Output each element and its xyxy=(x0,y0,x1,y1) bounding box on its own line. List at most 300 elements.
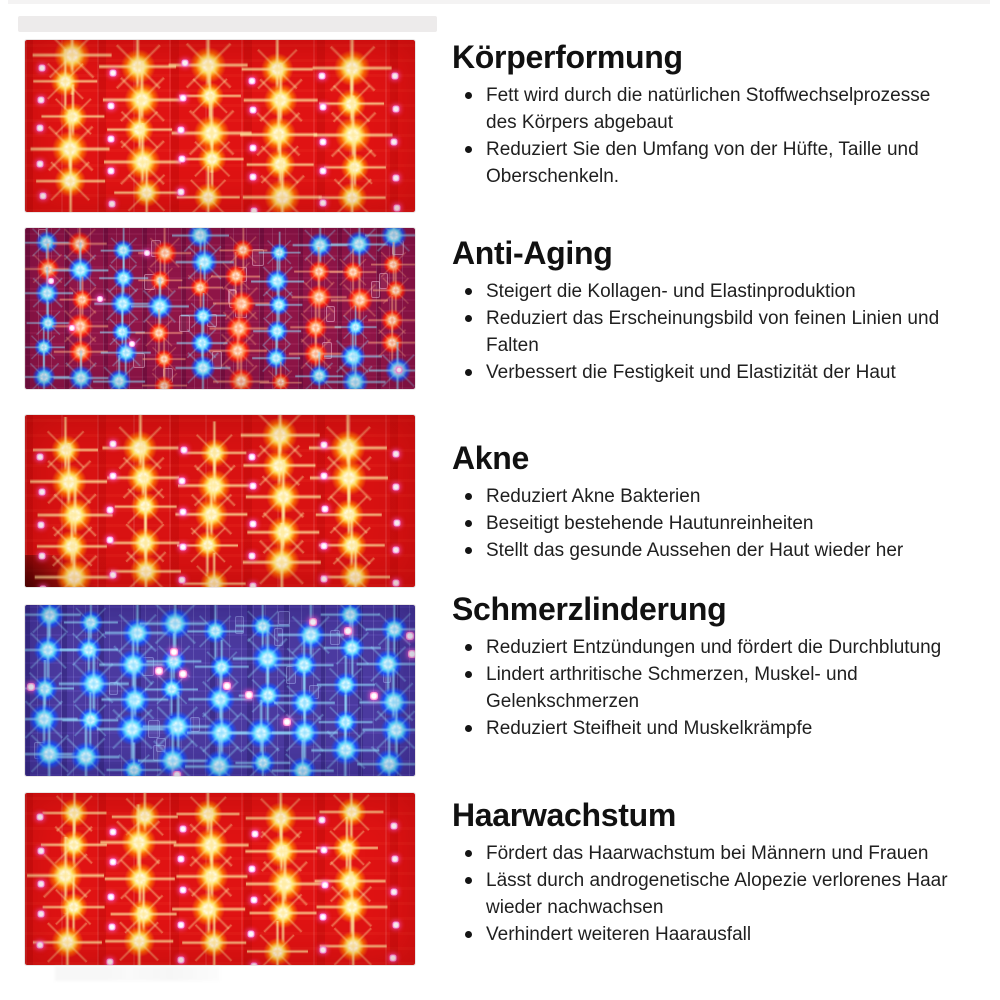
led-star-glow xyxy=(334,889,369,924)
benefit-item: Lindert arthritische Schmerzen, Muskel- und Gelenkschmerzen xyxy=(486,661,962,715)
led-star-glow xyxy=(123,80,161,118)
benefit-item: Verhindert weiteren Haarausfall xyxy=(486,921,962,948)
led-dot xyxy=(109,201,116,208)
led-star-glow xyxy=(336,797,367,828)
pcb-component xyxy=(371,281,380,298)
led-dot xyxy=(390,139,397,146)
led-star-glow xyxy=(377,686,410,719)
led-dot xyxy=(37,97,44,104)
led-dot xyxy=(248,931,255,938)
led-star-glow xyxy=(53,164,87,198)
led-star-glow xyxy=(33,738,66,771)
led-star-glow xyxy=(75,635,103,663)
pcb-component xyxy=(153,745,165,761)
led-star-glow xyxy=(231,238,254,261)
led-star-glow xyxy=(109,290,136,317)
pcb-component xyxy=(190,717,200,732)
benefit-list xyxy=(452,634,962,742)
pcb-component xyxy=(252,249,263,266)
led-star-glow xyxy=(106,368,132,389)
led-dot xyxy=(392,175,399,182)
led-dot xyxy=(408,650,415,658)
led-dot xyxy=(320,946,327,953)
benefit-item: Steigert die Kollagen- und Elastinproduktion xyxy=(486,278,962,305)
led-dot xyxy=(37,125,44,132)
led-dot xyxy=(179,508,186,515)
benefit-item: Reduziert Akne Bakterien xyxy=(486,483,962,510)
led-dot xyxy=(97,296,103,302)
led-dot xyxy=(180,826,187,833)
led-dot xyxy=(393,922,400,929)
led-dot xyxy=(249,454,256,461)
led-star-glow xyxy=(111,321,133,343)
pcb-component xyxy=(237,267,247,283)
led-dot xyxy=(321,575,328,582)
led-dot xyxy=(27,683,35,691)
led-star-glow xyxy=(156,743,190,776)
led-star-glow xyxy=(262,82,299,119)
led-star-glow xyxy=(50,463,88,501)
section-text xyxy=(452,439,984,564)
led-dot xyxy=(319,914,326,921)
led-dot xyxy=(38,911,45,918)
led-star-glow xyxy=(205,716,239,750)
led-star-glow xyxy=(380,331,404,355)
led-star-glow xyxy=(264,148,297,181)
led-star-glow xyxy=(191,891,227,927)
led-dot xyxy=(370,692,378,700)
led-dot xyxy=(249,106,256,113)
led-star-glow xyxy=(189,46,228,85)
led-star-glow xyxy=(306,284,333,311)
led-dot xyxy=(178,127,185,134)
led-star-glow xyxy=(345,230,373,258)
led-star-glow xyxy=(76,666,110,700)
led-dot xyxy=(108,136,115,143)
led-star-glow xyxy=(332,709,359,736)
led-panel-photo xyxy=(25,793,415,965)
led-star-glow xyxy=(129,800,161,832)
led-star-glow xyxy=(189,277,211,299)
pcb-component xyxy=(274,628,283,647)
pcb-component xyxy=(383,670,391,683)
led-star-glow xyxy=(202,617,229,644)
section-title: Haarwachstum xyxy=(452,797,677,833)
benefit-list xyxy=(452,840,962,948)
led-star-glow xyxy=(265,319,289,343)
led-dot xyxy=(39,586,46,587)
led-star-glow xyxy=(338,560,372,587)
led-star-glow xyxy=(121,617,153,649)
pcb-component xyxy=(148,720,160,738)
led-dot xyxy=(283,718,291,726)
led-dot xyxy=(170,648,178,656)
led-star-glow xyxy=(112,239,135,262)
led-star-glow xyxy=(152,240,178,266)
section-title: Akne xyxy=(452,440,530,476)
photo-edge-strip xyxy=(8,0,990,4)
led-star-glow xyxy=(380,308,404,332)
led-dot xyxy=(319,104,326,111)
led-dot xyxy=(249,144,256,151)
led-star-glow xyxy=(329,733,362,766)
led-dot xyxy=(108,168,115,175)
benefit-item: Stellt das gesunde Aussehen der Haut wieder her xyxy=(486,537,962,564)
led-dot xyxy=(245,691,253,699)
led-star-glow xyxy=(385,279,407,301)
led-star-glow xyxy=(68,339,94,365)
pcb-component xyxy=(151,240,161,256)
led-star-glow xyxy=(56,496,93,533)
pcb-component xyxy=(228,289,236,304)
led-star-glow xyxy=(67,257,94,284)
pcb-component xyxy=(163,368,173,383)
section-text xyxy=(452,234,984,386)
led-star-glow xyxy=(123,862,157,896)
led-dot xyxy=(248,553,255,560)
led-dot xyxy=(178,956,185,963)
led-star-glow xyxy=(338,634,366,662)
led-star-glow xyxy=(288,756,319,776)
led-star-glow xyxy=(66,312,94,340)
led-star-glow xyxy=(195,81,225,111)
led-dot xyxy=(110,828,117,835)
led-star-glow xyxy=(250,749,277,776)
benefit-list xyxy=(452,278,962,386)
led-star-glow xyxy=(289,688,319,718)
led-dot xyxy=(173,771,181,776)
led-star-glow xyxy=(27,703,60,736)
led-star-glow xyxy=(57,101,88,132)
led-dot xyxy=(250,963,257,965)
led-dot xyxy=(321,473,328,480)
led-star-glow xyxy=(380,228,408,249)
led-star-glow xyxy=(77,706,104,733)
benefit-item: Reduziert Sie den Umfang von der Hüfte, Taille und Oberschenkeln. xyxy=(486,136,962,190)
led-dot xyxy=(250,483,257,490)
led-star-glow xyxy=(266,514,301,549)
led-star-glow xyxy=(294,619,326,651)
led-star-glow xyxy=(158,606,193,641)
pcb-component xyxy=(235,299,246,318)
led-star-glow xyxy=(205,683,236,714)
led-dot xyxy=(319,168,326,175)
led-dot xyxy=(38,881,45,888)
led-dot xyxy=(393,204,400,211)
led-dot xyxy=(390,954,397,961)
led-star-glow xyxy=(373,649,404,680)
led-star-glow xyxy=(118,683,151,716)
led-dot xyxy=(107,103,114,110)
led-dot xyxy=(177,855,184,862)
led-star-glow xyxy=(307,260,331,284)
section-text xyxy=(452,590,984,742)
led-star-glow xyxy=(146,292,174,320)
benefit-item: Reduziert Steifheit und Muskelkrämpfe xyxy=(486,715,962,742)
led-star-glow xyxy=(224,264,248,288)
led-star-glow xyxy=(55,529,89,563)
led-star-glow xyxy=(334,116,373,155)
led-star-glow xyxy=(307,232,334,259)
led-dot xyxy=(110,858,117,865)
led-star-glow xyxy=(115,712,150,747)
led-star-glow xyxy=(270,372,291,389)
led-dot xyxy=(178,189,185,196)
led-dot xyxy=(250,207,257,212)
led-dot xyxy=(248,78,255,85)
led-dot xyxy=(155,667,163,675)
led-dot xyxy=(179,478,186,485)
led-star-glow xyxy=(35,280,61,306)
led-dot xyxy=(396,367,402,373)
benefit-item: Reduziert Entzündungen und fördert die Durchblutung xyxy=(486,634,962,661)
led-star-glow xyxy=(330,459,368,497)
led-star-glow xyxy=(194,497,229,532)
led-star-glow xyxy=(260,52,295,87)
led-dot xyxy=(321,882,328,889)
led-star-glow xyxy=(260,116,298,154)
led-star-glow xyxy=(333,864,368,899)
led-dot xyxy=(249,866,256,873)
led-star-glow xyxy=(51,129,90,168)
led-star-glow xyxy=(250,613,277,640)
section-text xyxy=(452,796,984,948)
led-dot xyxy=(39,64,46,71)
led-dot xyxy=(320,542,327,549)
led-dot xyxy=(250,174,257,181)
led-star-glow xyxy=(245,717,278,750)
led-dot xyxy=(321,847,328,854)
led-star-glow xyxy=(193,827,230,864)
pcb-component xyxy=(179,315,190,332)
led-star-glow xyxy=(59,798,90,829)
section-text xyxy=(452,38,984,190)
led-panel-photo xyxy=(25,415,415,587)
led-star-glow xyxy=(33,337,53,357)
led-star-glow xyxy=(346,286,374,314)
led-star-glow xyxy=(192,113,231,152)
led-star-glow xyxy=(38,313,59,334)
led-star-glow xyxy=(269,242,290,263)
led-star-glow xyxy=(31,675,59,703)
benefit-item: Fett wird durch die natürlichen Stoffwechselprozesse des Körpers abgebaut xyxy=(486,82,962,136)
led-star-glow xyxy=(199,568,230,587)
led-dot xyxy=(181,60,188,67)
led-dot xyxy=(320,199,327,206)
led-star-glow xyxy=(228,290,256,318)
led-dot xyxy=(129,341,135,347)
led-star-glow xyxy=(193,530,223,560)
faint-watermark xyxy=(55,966,220,981)
led-dot xyxy=(344,627,352,635)
benefit-item: Reduziert das Erscheinungsbild von feinen Linien und Falten xyxy=(486,305,962,359)
led-dot xyxy=(393,580,400,587)
benefit-item: Beseitigt bestehende Hautunreinheiten xyxy=(486,510,962,537)
led-dot xyxy=(406,632,414,640)
led-star-glow xyxy=(199,437,230,468)
led-dot xyxy=(249,520,256,527)
led-star-glow xyxy=(50,434,82,466)
benefit-list xyxy=(452,483,962,564)
benefit-list xyxy=(452,82,962,190)
led-dot xyxy=(322,506,329,513)
pcb-component xyxy=(278,611,290,624)
led-star-glow xyxy=(50,66,81,97)
led-dot xyxy=(108,894,115,901)
led-dot xyxy=(109,473,116,480)
led-dot xyxy=(179,544,186,551)
pcb-component xyxy=(207,314,217,328)
pcb-component xyxy=(109,682,118,695)
led-dot xyxy=(48,278,54,284)
benefit-item: Lässt durch androgenetische Alopezie verlorenes Haar wieder nachwachsen xyxy=(486,867,962,921)
led-star-glow xyxy=(119,48,157,86)
led-star-glow xyxy=(129,526,162,559)
led-star-glow xyxy=(68,364,95,389)
led-star-glow xyxy=(261,416,300,455)
led-star-glow xyxy=(160,709,195,744)
pcb-component xyxy=(133,353,145,368)
led-star-glow xyxy=(264,834,299,869)
led-star-glow xyxy=(130,491,161,522)
pcb-component xyxy=(229,290,237,308)
pcb-component xyxy=(322,342,333,359)
led-dot xyxy=(179,886,186,893)
led-dot xyxy=(178,921,185,928)
led-dot xyxy=(318,817,325,824)
led-star-glow xyxy=(336,88,368,120)
led-dot xyxy=(179,670,187,678)
led-dot xyxy=(223,682,231,690)
led-star-glow xyxy=(262,937,292,965)
led-star-glow xyxy=(55,558,94,587)
pcb-component xyxy=(142,657,154,676)
led-star-glow xyxy=(289,651,318,680)
led-star-glow xyxy=(33,635,64,666)
led-star-glow xyxy=(34,230,58,254)
led-dot xyxy=(318,73,325,80)
led-star-glow xyxy=(197,143,228,174)
led-star-glow xyxy=(78,609,104,635)
led-star-glow xyxy=(383,254,405,276)
photo-top-band xyxy=(18,16,437,32)
led-star-glow xyxy=(250,641,285,676)
led-dot xyxy=(179,577,186,584)
led-star-glow xyxy=(329,429,367,467)
pcb-component xyxy=(330,630,340,645)
led-star-glow xyxy=(333,498,365,530)
led-dot xyxy=(393,483,400,490)
led-star-glow xyxy=(223,337,251,365)
pcb-component xyxy=(34,742,46,759)
pcb-component xyxy=(392,240,404,255)
pcb-component xyxy=(379,273,388,289)
led-star-glow xyxy=(70,741,103,774)
led-dot xyxy=(40,192,47,199)
led-dot xyxy=(180,447,187,454)
led-star-glow xyxy=(384,356,412,384)
led-star-glow xyxy=(303,315,328,340)
led-star-glow xyxy=(254,681,283,710)
led-star-glow xyxy=(35,256,60,281)
led-dot xyxy=(391,823,398,830)
pcb-component xyxy=(144,274,155,290)
led-star-glow xyxy=(336,529,368,561)
led-star-glow xyxy=(58,829,90,861)
led-star-glow xyxy=(126,460,162,496)
led-star-glow xyxy=(202,750,236,776)
benefit-item: Verbessert die Festigkeit und Elastizität der Haut xyxy=(486,359,962,386)
led-dot xyxy=(37,522,44,529)
led-star-glow xyxy=(186,228,214,249)
led-dot xyxy=(39,489,46,496)
led-star-glow xyxy=(341,368,370,389)
led-star-glow xyxy=(263,801,298,836)
led-star-glow xyxy=(124,143,162,181)
led-star-glow xyxy=(333,49,372,88)
led-dot xyxy=(38,848,45,855)
led-star-glow xyxy=(263,543,301,581)
led-dot xyxy=(250,582,257,587)
led-star-glow xyxy=(154,349,175,370)
led-star-glow xyxy=(127,897,160,930)
led-dot xyxy=(309,618,317,626)
led-star-glow xyxy=(71,288,94,311)
led-star-glow xyxy=(121,756,148,776)
led-star-glow xyxy=(35,605,66,630)
led-star-glow xyxy=(331,671,359,699)
led-star-glow xyxy=(336,605,365,629)
pcb-component xyxy=(38,229,46,243)
led-star-glow xyxy=(265,346,289,370)
led-star-glow xyxy=(208,654,235,681)
led-dot xyxy=(390,889,397,896)
led-dot xyxy=(36,813,43,820)
led-star-glow xyxy=(198,927,230,959)
led-star-glow xyxy=(225,314,254,343)
led-star-glow xyxy=(380,713,413,746)
led-dot xyxy=(392,856,399,863)
led-dot xyxy=(392,450,399,457)
led-star-glow xyxy=(129,554,163,587)
led-panel-photo xyxy=(25,228,415,389)
led-star-glow xyxy=(150,270,171,291)
led-star-glow xyxy=(50,925,84,959)
led-star-glow xyxy=(266,897,299,930)
led-star-glow xyxy=(193,182,224,212)
led-dot xyxy=(37,160,44,167)
led-star-glow xyxy=(189,355,216,382)
led-star-glow xyxy=(227,368,255,389)
led-star-glow xyxy=(288,716,321,749)
led-star-glow xyxy=(32,365,57,389)
led-star-glow xyxy=(336,181,369,212)
section-title: Anti-Aging xyxy=(452,235,613,271)
led-star-glow xyxy=(303,340,329,366)
led-dot xyxy=(251,831,258,838)
led-star-glow xyxy=(332,833,362,863)
section-title: Schmerzlinderung xyxy=(452,591,727,627)
led-dot xyxy=(178,156,185,163)
led-star-glow xyxy=(53,40,92,74)
section-title: Körperformung xyxy=(452,39,683,75)
led-dot xyxy=(106,507,113,514)
led-star-glow xyxy=(67,230,94,257)
led-star-glow xyxy=(265,479,301,515)
led-dot xyxy=(179,94,186,101)
led-star-glow xyxy=(308,364,332,388)
led-star-glow xyxy=(266,865,304,903)
